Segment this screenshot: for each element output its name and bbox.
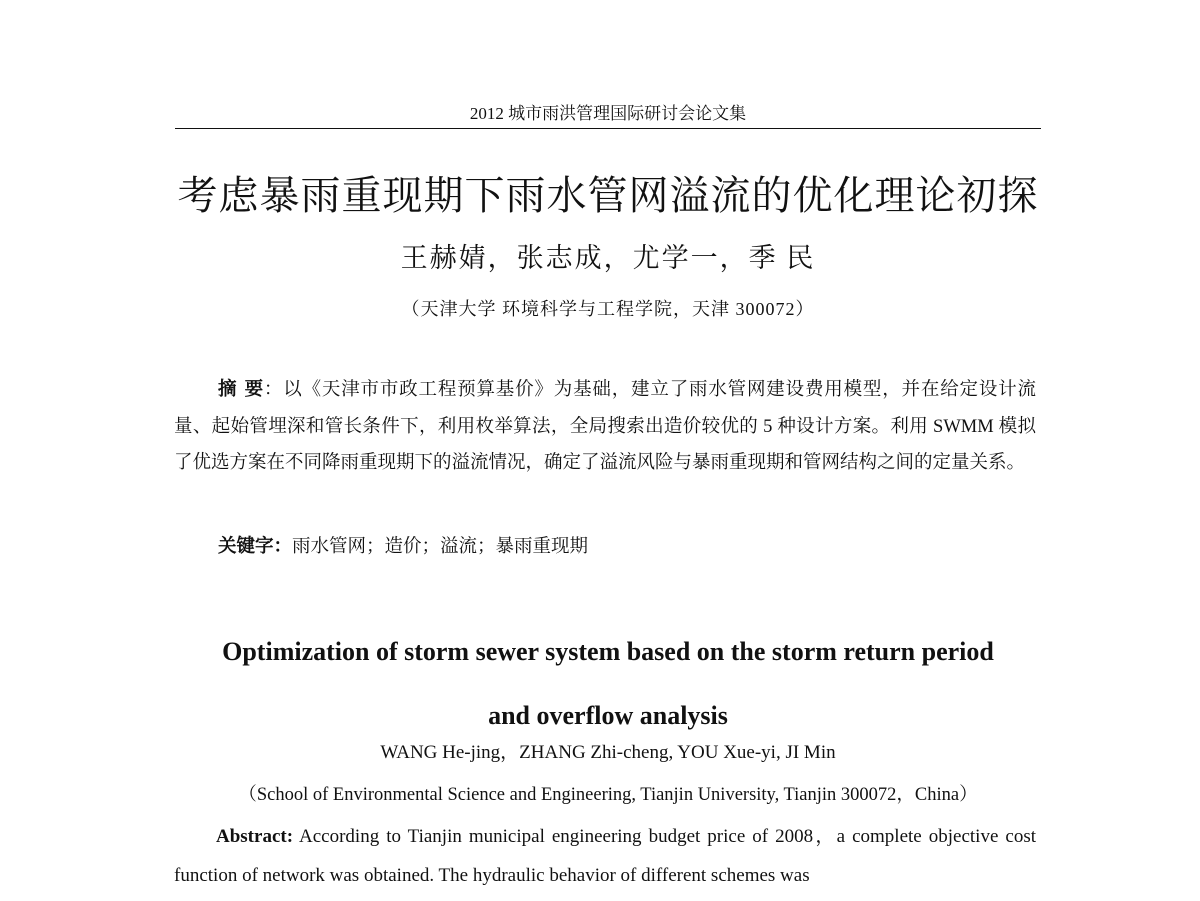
affiliation-cn: （天津大学 环境科学与工程学院，天津 300072） — [401, 299, 815, 319]
header-rule — [175, 128, 1041, 129]
keywords-cn-label: 关键字： — [218, 536, 293, 557]
abstract-en-text: According to Tianjin municipal engineering budget price of 2008，a complete objective cost function of network was obtained. The hydraulic behavior of different schemes was — [174, 826, 1036, 886]
paper-title-cn: 考虑暴雨重现期下雨水管网溢流的优化理论初探 — [177, 173, 1039, 219]
running-header: 2012 城市雨洪管理国际研讨会论文集 — [469, 104, 747, 123]
abstract-cn-label: 摘 要 — [218, 379, 264, 400]
abstract-cn — [174, 372, 1036, 482]
authors-cn: 王赫婧，张志成，尤学一，季 民 — [400, 243, 816, 273]
authors-en: WANG He-jing，ZHANG Zhi-cheng, YOU Xue-yi, JI Min — [380, 742, 836, 763]
keywords-cn-text: 雨水管网；造价；溢流；暴雨重现期 — [292, 537, 589, 557]
abstract-en — [174, 817, 1036, 895]
paper-title-en-line1: Optimization of storm sewer system based on the storm return period — [222, 637, 994, 666]
keywords-cn — [218, 534, 1038, 560]
abstract-cn-text: ：以《天津市市政工程预算基价》为基础，建立了雨水管网建设费用模型，并在给定设计流量、起始管埋深和管长条件下，利用枚举算法，全局搜索出造价较优的 5 种设计方案。利用 SWMM 模拟了优选方案在不同降雨重现期下的溢流情况，确定了溢流风险与暴雨重现期和管网结构之间的定量关系。 — [174, 380, 1036, 473]
affiliation-en: （School of Environmental Science and Engineering, Tianjin University, Tianjin 300072，China） — [238, 785, 978, 805]
abstract-en-label: Abstract: — [216, 826, 294, 847]
paper-title-en — [150, 620, 1066, 748]
paper-title-en-line2: and overflow analysis — [488, 701, 728, 730]
